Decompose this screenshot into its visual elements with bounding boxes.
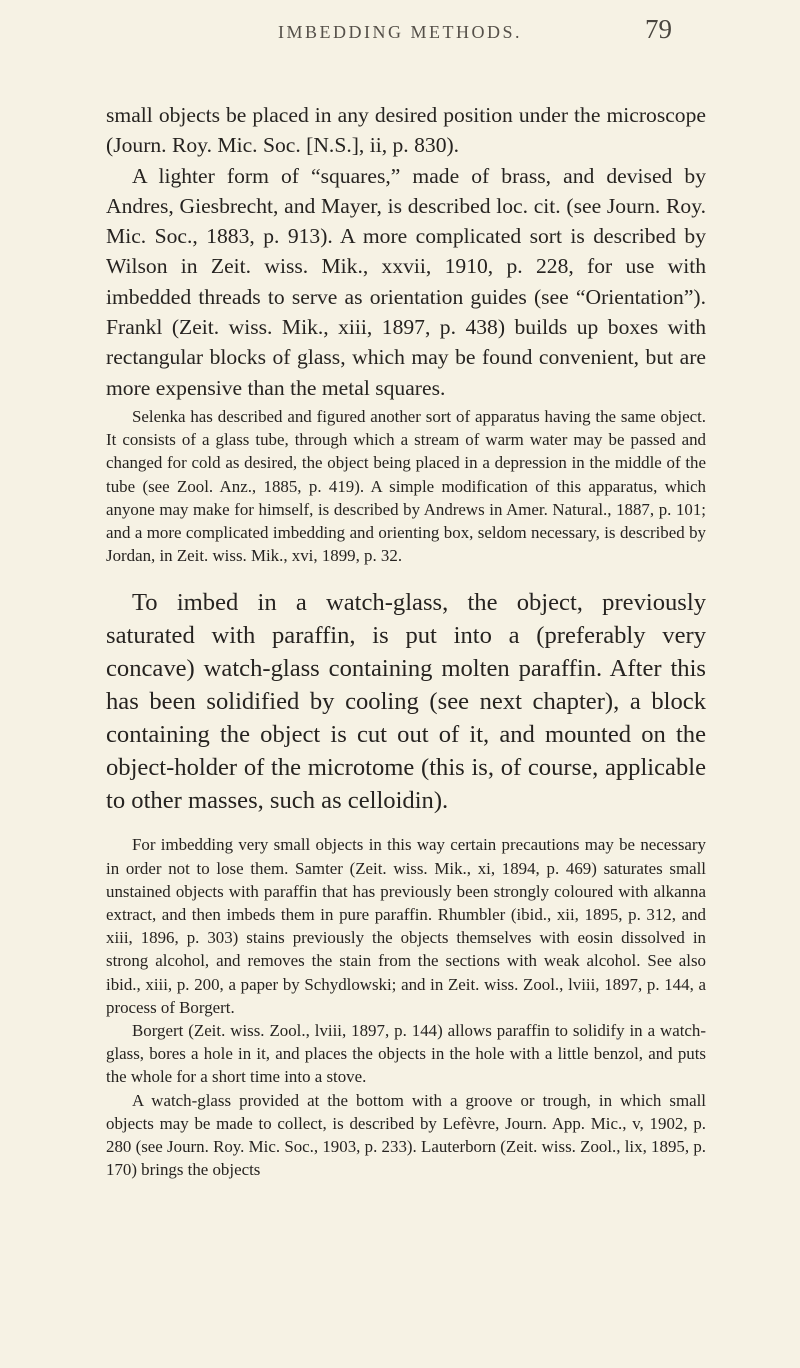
running-head bbox=[0, 14, 800, 54]
paragraph-grooved-watch-glass: A watch-glass provided at the bottom with a groove or trough, in which small objects may be made to collect, is described by Lefèvre, Journ. App. Mic., v, 1902, p. 280 (see Journ. Roy. Mic. Soc., 1903, p. 233). Lauterborn (Zeit. wiss. Zool., lix, 1895, p. 170) brings the objects bbox=[106, 1090, 706, 1180]
paragraph-continuation: small objects be placed in any desired position under the microscope (Journ. Roy. Mic. Soc. [N.S.], ii, p. 830). bbox=[106, 103, 706, 158]
paragraph-watch-glass: To imbed in a watch-glass, the object, previously saturated with paraffin, is put into a (preferably very concave) watch-glass containing molten paraffin. After this has been solidified by cooling (see next chapter), a block containing the object is cut out of it, and mounted on the object-holder of the microtome (this is, of course, applicable to other masses, such as celloidin). bbox=[106, 589, 706, 815]
body-text bbox=[106, 100, 706, 1181]
paragraph-borgert: Borgert (Zeit. wiss. Zool., lviii, 1897, p. 144) allows paraffin to solidify in a watch-glass, bores a hole in it, and places the objects in the hole with a little benzol, and puts the whole for a short time into a stove. bbox=[106, 1021, 706, 1087]
paragraph-small-objects: For imbedding very small objects in this way certain precautions may be necessary in order not to lose them. Samter (Zeit. wiss. Mik., xi, 1894, p. 469) saturates small unstained objects with paraffin that has previously been strongly coloured with alkanna extract, and then imbeds them in pure paraffin. Rhumbler (ibid., xii, 1895, p. 312, and xiii, 1896, p. 303) stains previously the objects themselves with eosin dissolved in strong alcohol, and removes the stain from the sections with weak alcohol. See also ibid., xiii, p. 200, a paper by Schydlowski; and in Zeit. wiss. Zool., lviii, 1897, p. 144, a process of Borgert. bbox=[106, 835, 706, 1017]
paragraph-selenka: Selenka has described and figured another sort of apparatus having the same object. It consists of a glass tube, through which a stream of warm water may be passed and changed for cold as desired, the object being placed in a depression in the middle of the tube (see Zool. Anz., 1885, p. 419). A simple modification of this apparatus, which anyone may make for himself, is described by Andrews in Amer. Natural., 1887, p. 101; and a more complicated imbedding and orienting box, seldom necessary, is described by Jordan, in Zeit. wiss. Mik., xvi, 1899, p. 32. bbox=[106, 406, 706, 566]
paragraph-squares: A lighter form of “squares,” made of brass, and devised by Andres, Giesbrecht, and Mayer, is described loc. cit. (see Journ. Roy. Mic. Soc., 1883, p. 913). A more complicated sort is described by Wilson in Zeit. wiss. Mik., xxvii, 1910, p. 228, for use with imbedded threads to serve as orientation guides (see “Orientation”). Frankl (Zeit. wiss. Mik., xiii, 1897, p. 438) builds up boxes with rectangular blocks of glass, which may be found convenient, but are more expensive than the metal squares. bbox=[106, 163, 706, 400]
page-number: 79 bbox=[645, 14, 672, 44]
running-head-title: IMBEDDING METHODS. bbox=[278, 22, 522, 42]
